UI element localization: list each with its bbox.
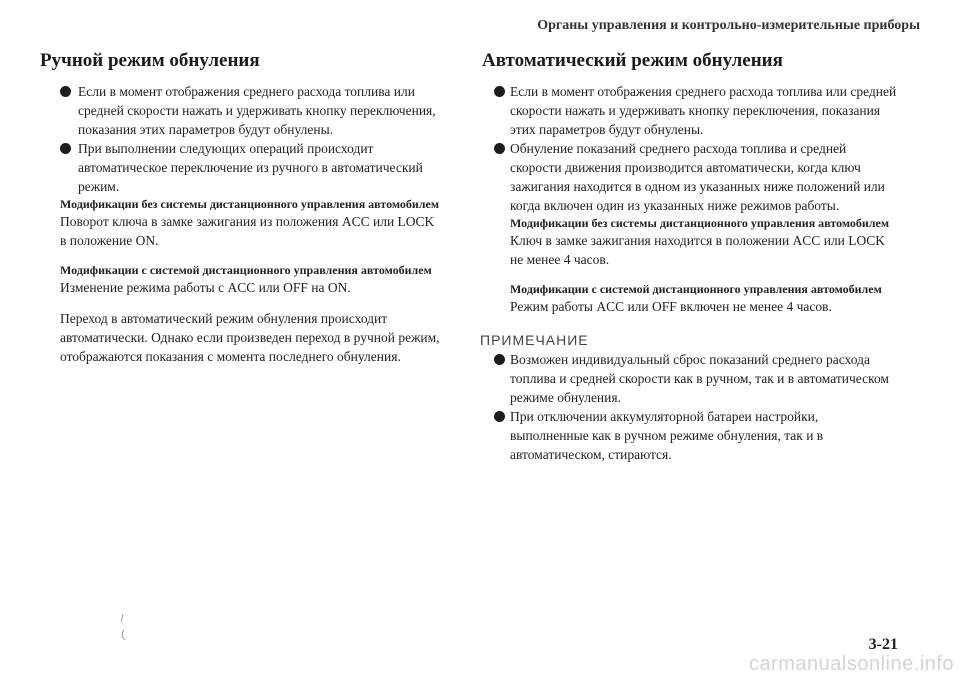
modification-title: Модификации с системой дистанционного управления автомобилем bbox=[60, 263, 432, 277]
bullet-dot-icon bbox=[494, 86, 505, 97]
bullet-item bbox=[482, 82, 900, 139]
bullet-text: При выполнении следующих операций происходит автоматическое переключение из ручного в автоматический режим. bbox=[78, 141, 423, 194]
modification-title: Модификации без системы дистанционного управления автомобилем bbox=[510, 216, 890, 230]
auto-reset-title: Автоматический режим обнуления bbox=[482, 50, 783, 71]
bullet-item bbox=[60, 139, 440, 196]
page-header: Органы управления и контрольно-измерительные приборы bbox=[537, 18, 920, 33]
paragraph: Переход в автоматический режим обнуления происходит автоматически. Однако если произведен переход в ручной режим, отображаются показания с момента последнего обнуления. bbox=[60, 311, 440, 364]
left-column bbox=[40, 50, 440, 366]
bullet-dot-icon bbox=[494, 143, 505, 154]
bullet-dot-icon bbox=[60, 86, 71, 97]
bullet-text: Возможен индивидуальный сброс показаний среднего расхода топлива и средней скорости как в ручном, так и в автоматическом режиме обнуления. bbox=[510, 352, 889, 405]
bullet-text: Обнуление показаний среднего расхода топлива и средней скорости движения производится автоматически, когда ключ зажигания находится в одном из указанных ниже положений или когда включен один из указанных ниже режимов работы. bbox=[510, 141, 885, 213]
bullet-dot-icon bbox=[494, 411, 505, 422]
modification-text: Изменение режима работы с ACC или OFF на ON. bbox=[60, 280, 351, 295]
modification-text: Ключ в замке зажигания находится в положении ACC или LOCK не менее 4 часов. bbox=[510, 233, 886, 267]
bullet-item bbox=[482, 350, 900, 407]
bullet-item bbox=[482, 407, 900, 464]
scan-mark-icon bbox=[118, 612, 128, 642]
bullet-text: При отключении аккумуляторной батареи настройки, выполненные как в ручном режиме обнуления, так и в автоматическом, стираются. bbox=[510, 409, 824, 462]
modification-text: Поворот ключа в замке зажигания из положения ACC или LOCK в положение ON. bbox=[60, 214, 435, 248]
manual-reset-title: Ручной режим обнуления bbox=[40, 50, 260, 71]
note-title: ПРИМЕЧАНИЕ bbox=[480, 332, 589, 348]
bullet-item bbox=[60, 82, 440, 139]
bullet-text: Если в момент отображения среднего расхода топлива или средней скорости нажать и удерживать кнопку переключения, показания этих параметров будут обнулены. bbox=[78, 84, 436, 137]
bullet-item bbox=[482, 139, 900, 215]
bullet-text: Если в момент отображения среднего расхода топлива или средней скорости нажать и удерживать кнопку переключения, показания этих параметров будут обнулены. bbox=[510, 84, 897, 137]
modification-text: Режим работы ACC или OFF включен не менее 4 часов. bbox=[510, 299, 832, 314]
modification-title: Модификации с системой дистанционного управления автомобилем bbox=[510, 282, 882, 296]
right-column bbox=[482, 50, 900, 464]
watermark: carmanualsonline.info bbox=[748, 653, 954, 675]
page-number: 3-21 bbox=[868, 636, 898, 653]
bullet-dot-icon bbox=[60, 143, 71, 154]
bullet-dot-icon bbox=[494, 354, 505, 365]
modification-title: Модификации без системы дистанционного управления автомобилем bbox=[60, 197, 440, 211]
